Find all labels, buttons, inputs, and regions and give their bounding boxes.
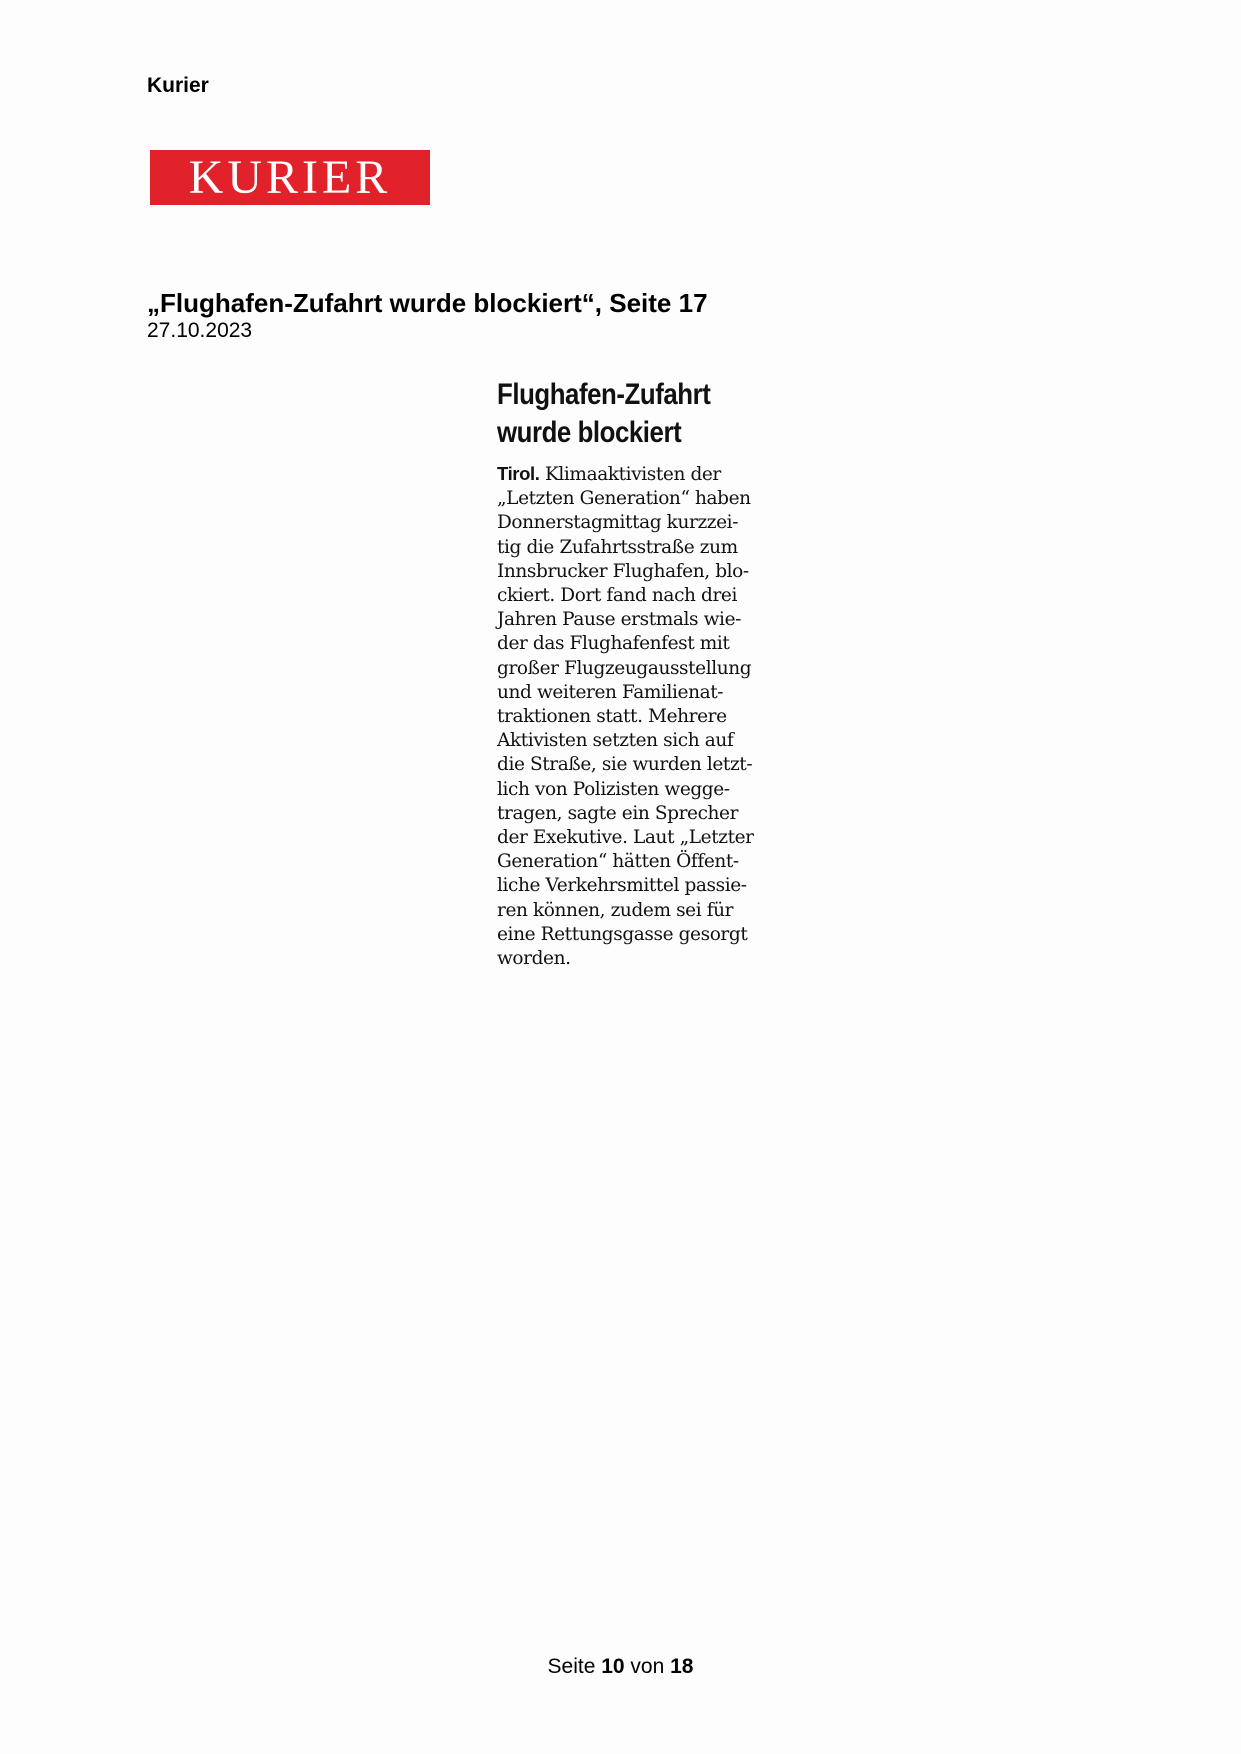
footer-prefix: Seite bbox=[547, 1655, 602, 1678]
clipping-body-line: großer Flugzeugausstellung bbox=[497, 657, 752, 679]
clipping-body-line: worden. bbox=[497, 948, 571, 970]
clipping-body-line: lich von Polizisten wegge- bbox=[497, 778, 730, 800]
clipping-body-line: tragen, sagte ein Sprecher bbox=[497, 802, 739, 824]
source-name: Kurier bbox=[147, 74, 209, 97]
clipping-body-line: Innsbrucker Flughafen, blo- bbox=[497, 560, 749, 582]
kurier-logo: KURIER bbox=[150, 150, 430, 205]
page-footer bbox=[0, 1655, 1241, 1679]
clipping-title bbox=[497, 376, 755, 452]
clipping-body-line: ren können, zudem sei für bbox=[497, 899, 734, 921]
clipping-body-text: Klimaaktivisten der bbox=[539, 464, 721, 485]
article-date: 27.10.2023 bbox=[147, 319, 253, 342]
clipping-body-line: eine Rettungsgasse gesorgt bbox=[497, 923, 748, 945]
clipping-body-line: der Exekutive. Laut „Letzter bbox=[497, 827, 754, 849]
newspaper-clipping bbox=[497, 376, 757, 971]
clipping-body bbox=[497, 462, 757, 971]
clipping-body-line: Jahren Pause erstmals wie- bbox=[497, 609, 741, 631]
clipping-body-line: liche Verkehrsmittel passie- bbox=[497, 875, 747, 897]
clipping-body-line bbox=[497, 462, 757, 487]
clipping-title-line: wurde blockiert bbox=[497, 416, 682, 449]
clipping-kicker: Tirol. bbox=[497, 463, 540, 484]
clipping-body-line: traktionen statt. Mehrere bbox=[497, 706, 727, 728]
total-pages-number: 18 bbox=[670, 1655, 694, 1678]
clipping-body-line: „Letzten Generation“ haben bbox=[497, 488, 751, 510]
clipping-body-line: tig die Zufahrtsstraße zum bbox=[497, 536, 738, 558]
clipping-body-line: der das Flughafenfest mit bbox=[497, 633, 730, 655]
clipping-body-line: Aktivisten setzten sich auf bbox=[497, 730, 734, 752]
clipping-title-line: Flughafen-Zufahrt bbox=[497, 378, 711, 411]
clipping-body-line: Donnerstagmittag kurzzei- bbox=[497, 512, 739, 534]
clipping-body-line: die Straße, sie wurden letzt- bbox=[497, 754, 753, 776]
footer-middle: von bbox=[624, 1655, 671, 1678]
current-page-number: 10 bbox=[601, 1655, 625, 1678]
clipping-body-line: und weiteren Familienat- bbox=[497, 681, 724, 703]
clipping-body-line: Generation“ hätten Öffent- bbox=[497, 851, 739, 873]
clipping-body-line: ckiert. Dort fand nach drei bbox=[497, 585, 737, 607]
article-headline: „Flughafen-Zufahrt wurde blockiert“, Seite 17 bbox=[147, 288, 708, 318]
